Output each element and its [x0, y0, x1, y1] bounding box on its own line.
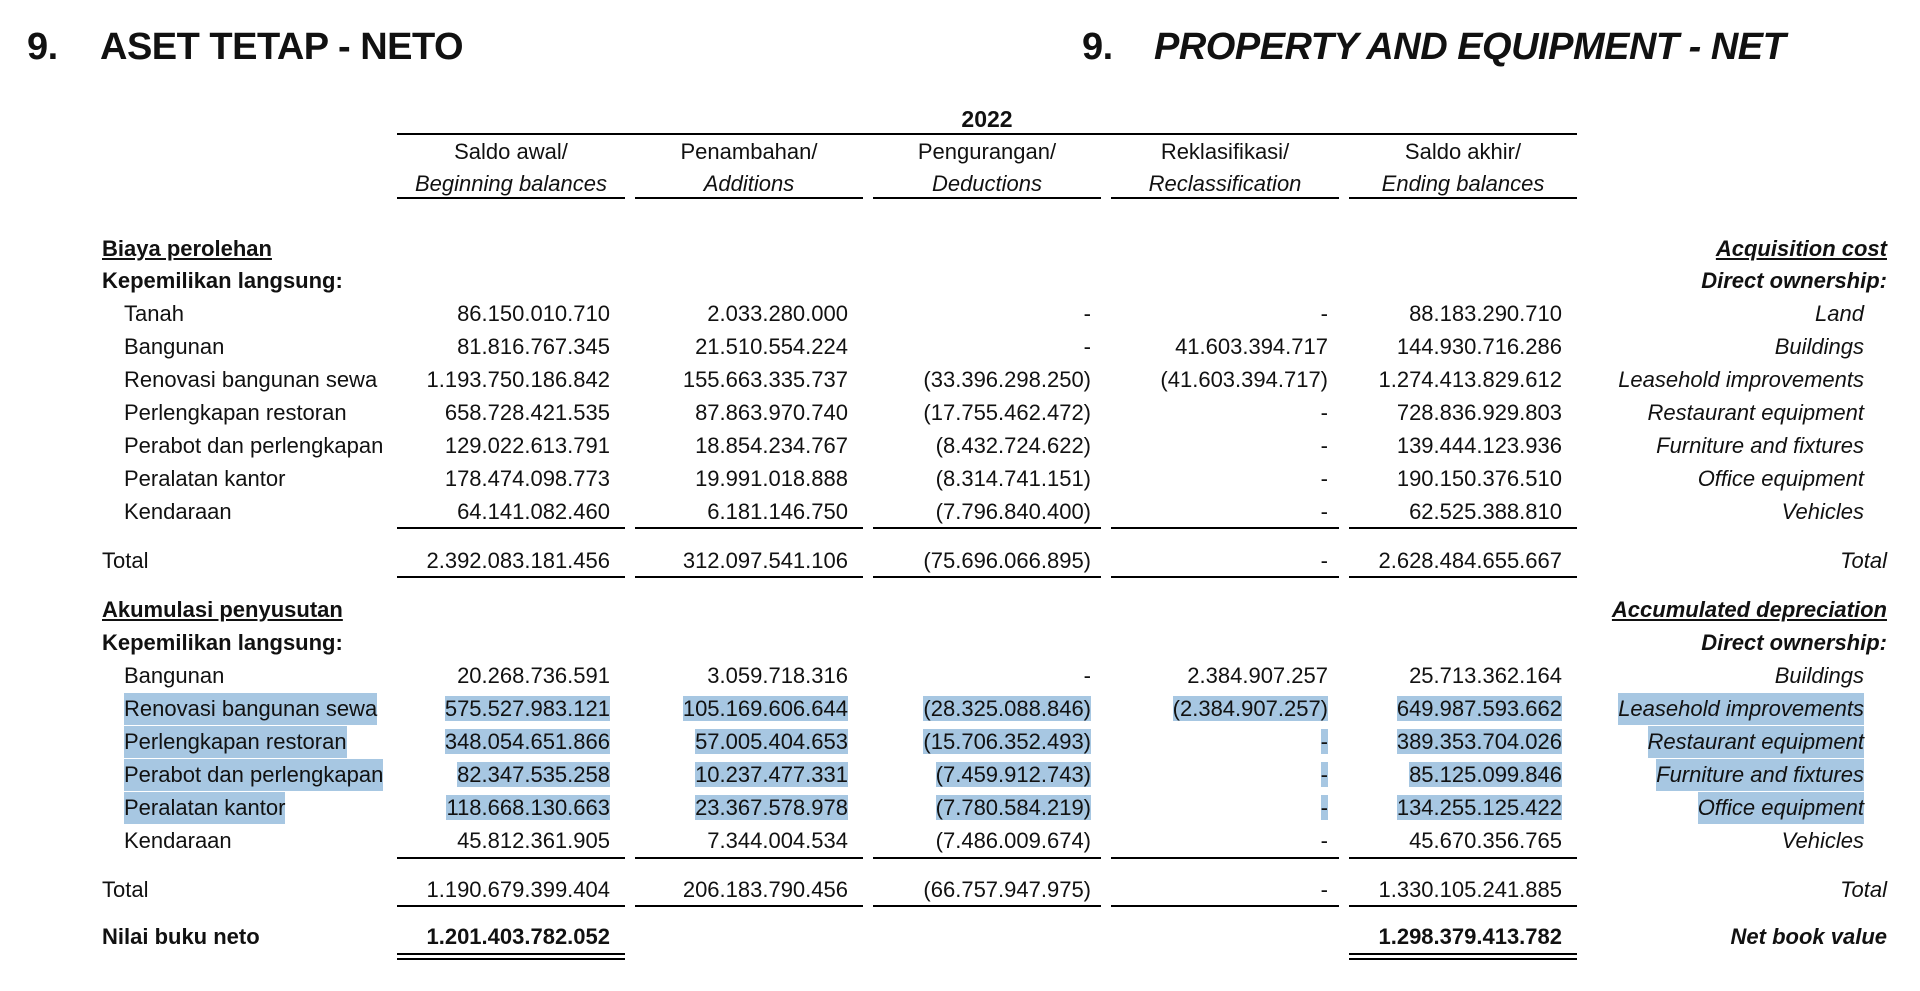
- cell-reclassification: -: [1320, 400, 1328, 425]
- title-text-en: PROPERTY AND EQUIPMENT - NET: [1154, 26, 1786, 68]
- cell-additions: 18.854.234.767: [695, 433, 848, 458]
- cell-deductions: (33.396.298.250): [923, 367, 1091, 392]
- table-row: [0, 331, 1920, 363]
- cell-value: 118.668.130.663: [446, 795, 610, 820]
- cell-ending: 25.713.362.164: [1409, 663, 1562, 688]
- year-rule: [397, 133, 1577, 135]
- cell-beginning: [397, 792, 610, 824]
- subtotal-rule: [397, 527, 625, 529]
- subtotal-rule: [1349, 857, 1577, 859]
- subtotal-rule: [1111, 857, 1339, 859]
- cell-reclassification: -: [1320, 548, 1328, 573]
- row-label-id: Perabot dan perlengkapan: [124, 759, 383, 791]
- subtotal-rule: [1111, 527, 1339, 529]
- cell-beginning: 81.816.767.345: [457, 334, 610, 359]
- table-row: [0, 397, 1920, 429]
- total-row-depreciation: [0, 874, 1920, 906]
- cell-ending: 45.670.356.765: [1409, 828, 1562, 853]
- subtotal-rule: [873, 857, 1101, 859]
- cell-reclassification: [1111, 792, 1328, 824]
- row-label-id: Total: [102, 877, 149, 902]
- row-label-en: Total: [1840, 548, 1887, 573]
- total-rule: [635, 905, 863, 907]
- cell-reclassification: 2.384.907.257: [1187, 663, 1328, 688]
- cell-beginning: [397, 693, 610, 725]
- cell-value: 134.255.125.422: [1396, 795, 1562, 820]
- subtotal-rule: [1349, 527, 1577, 529]
- table-row-selected[interactable]: [0, 759, 1920, 791]
- row-label-en: Furniture and fixtures: [1656, 433, 1864, 458]
- row-label-en: Buildings: [1774, 334, 1864, 359]
- cell-value: (7.780.584.219): [935, 795, 1091, 820]
- cell-deductions: (7.796.840.400): [935, 499, 1091, 524]
- row-label-id: Perlengkapan restoran: [124, 400, 347, 425]
- column-header-id: Saldo akhir/: [1404, 139, 1522, 164]
- cell-value: 82.347.535.258: [457, 762, 610, 787]
- cell-deductions: -: [1083, 663, 1091, 688]
- row-label-en: Office equipment: [1698, 792, 1864, 824]
- cell-reclassification: -: [1320, 828, 1328, 853]
- total-row-acquisition: [0, 545, 1920, 577]
- row-label-id: Nilai buku neto: [102, 924, 260, 949]
- cell-ending: 139.444.123.936: [1396, 433, 1562, 458]
- column-header-id: Pengurangan/: [917, 139, 1057, 164]
- column-header-id: Penambahan/: [680, 139, 818, 164]
- cell-beginning: 2.392.083.181.456: [426, 548, 610, 573]
- note-number: 9.: [27, 26, 58, 68]
- subsection-label-id: Kepemilikan langsung:: [102, 268, 343, 293]
- cell-ending: [1349, 792, 1562, 824]
- double-rule: [1349, 953, 1577, 960]
- subsection-label-id: Kepemilikan langsung:: [102, 630, 343, 655]
- cell-reclassification: [1111, 726, 1328, 758]
- double-rule: [397, 953, 625, 960]
- table-row-selected[interactable]: [0, 792, 1920, 824]
- cell-additions: [635, 792, 848, 824]
- row-label-en: Furniture and fixtures: [1656, 759, 1864, 791]
- column-header-beginning: [397, 136, 625, 200]
- cell-additions: 2.033.280.000: [707, 301, 848, 326]
- cell-reclassification: 41.603.394.717: [1175, 334, 1328, 359]
- row-label-id: Kendaraan: [124, 828, 232, 853]
- cell-reclassification: -: [1320, 499, 1328, 524]
- cell-value: (7.459.912.743): [935, 762, 1091, 787]
- cell-value: 348.054.651.866: [444, 729, 610, 754]
- cell-beginning: 1.201.403.782.052: [426, 924, 610, 949]
- cell-additions: [635, 759, 848, 791]
- cell-deductions: [873, 726, 1091, 758]
- total-rule: [1111, 905, 1339, 907]
- subtotal-rule: [873, 527, 1101, 529]
- cell-reclassification: -: [1320, 466, 1328, 491]
- column-header-rule: [873, 197, 1101, 199]
- cell-deductions: -: [1083, 334, 1091, 359]
- row-label-id: Renovasi bangunan sewa: [124, 367, 378, 392]
- cell-additions: 19.991.018.888: [695, 466, 848, 491]
- cell-beginning: [397, 759, 610, 791]
- cell-value: (15.706.352.493): [923, 729, 1091, 754]
- table-row: [0, 463, 1920, 495]
- cell-beginning: [397, 726, 610, 758]
- row-label-en: Total: [1840, 877, 1887, 902]
- cell-reclassification: [1111, 693, 1328, 725]
- table-row: [0, 298, 1920, 330]
- table-row: [0, 660, 1920, 692]
- cell-ending: [1349, 726, 1562, 758]
- cell-ending: 144.930.716.286: [1396, 334, 1562, 359]
- cell-deductions: -: [1083, 301, 1091, 326]
- cell-ending: 190.150.376.510: [1396, 466, 1562, 491]
- table-row: [0, 496, 1920, 528]
- subtotal-rule: [635, 857, 863, 859]
- section-label-en: Acquisition cost: [1715, 236, 1887, 261]
- total-rule: [1111, 576, 1339, 578]
- total-rule: [397, 576, 625, 578]
- subtotal-rule: [397, 857, 625, 859]
- cell-additions: 87.863.970.740: [695, 400, 848, 425]
- row-label-en: Buildings: [1774, 663, 1864, 688]
- cell-beginning: 64.141.082.460: [457, 499, 610, 524]
- total-rule: [1349, 576, 1577, 578]
- cell-deductions: (17.755.462.472): [923, 400, 1091, 425]
- cell-additions: 312.097.541.106: [682, 548, 848, 573]
- column-header-id: Saldo awal/: [454, 139, 568, 164]
- cell-beginning: 178.474.098.773: [444, 466, 610, 491]
- cell-beginning: 20.268.736.591: [457, 663, 610, 688]
- cell-value: 23.367.578.978: [695, 795, 848, 820]
- cell-additions: 21.510.554.224: [695, 334, 848, 359]
- row-label-id: Peralatan kantor: [124, 466, 286, 491]
- cell-deductions: (8.432.724.622): [935, 433, 1091, 458]
- row-label-id: Kendaraan: [124, 499, 232, 524]
- cell-value: 105.169.606.644: [682, 696, 848, 721]
- column-header-rule: [635, 197, 863, 199]
- row-label-id: Total: [102, 548, 149, 573]
- subtotal-rule: [635, 527, 863, 529]
- cell-reclassification: -: [1320, 301, 1328, 326]
- cell-deductions: [873, 759, 1091, 791]
- column-header-rule: [397, 197, 625, 199]
- cell-additions: [635, 693, 848, 725]
- row-label-en: Land: [1815, 301, 1864, 326]
- cell-beginning: 86.150.010.710: [457, 301, 610, 326]
- cell-reclassification: -: [1320, 877, 1328, 902]
- column-header-en: Ending balances: [1381, 171, 1545, 196]
- cell-value: 575.527.983.121: [444, 696, 610, 721]
- cell-ending: 62.525.388.810: [1409, 499, 1562, 524]
- subsection-heading: [0, 627, 1920, 659]
- page-title-en: [1082, 26, 1785, 69]
- column-header-additions: [635, 136, 863, 200]
- column-header-en: Deductions: [931, 171, 1043, 196]
- column-header-reclassification: [1111, 136, 1339, 200]
- cell-deductions: (8.314.741.151): [935, 466, 1091, 491]
- total-rule: [873, 905, 1101, 907]
- cell-additions: [635, 726, 848, 758]
- row-label-id: Bangunan: [124, 334, 225, 359]
- cell-value: -: [1320, 795, 1328, 820]
- cell-beginning: 1.193.750.186.842: [426, 367, 610, 392]
- subsection-heading: [0, 265, 1920, 297]
- page-title-id: [27, 26, 463, 69]
- cell-additions: 206.183.790.456: [682, 877, 848, 902]
- cell-deductions: [873, 792, 1091, 824]
- column-header-id: Reklasifikasi/: [1160, 139, 1290, 164]
- cell-beginning: 1.190.679.399.404: [426, 877, 610, 902]
- cell-value: -: [1320, 729, 1328, 754]
- total-rule: [873, 576, 1101, 578]
- cell-additions: 6.181.146.750: [707, 499, 848, 524]
- column-header-deductions: [873, 136, 1101, 200]
- cell-ending: 88.183.290.710: [1409, 301, 1562, 326]
- cell-value: 85.125.099.846: [1409, 762, 1562, 787]
- cell-ending: 1.298.379.413.782: [1378, 924, 1562, 949]
- cell-value: 649.987.593.662: [1396, 696, 1562, 721]
- cell-deductions: (7.486.009.674): [935, 828, 1091, 853]
- column-header-en: Beginning balances: [414, 171, 608, 196]
- table-row: [0, 430, 1920, 462]
- section-label-id: Akumulasi penyusutan: [102, 597, 343, 622]
- row-label-id: Perabot dan perlengkapan: [124, 433, 384, 458]
- row-label-id: Bangunan: [124, 663, 225, 688]
- cell-ending: [1349, 693, 1562, 725]
- row-label-id: Tanah: [124, 301, 184, 326]
- section-heading-depreciation: [0, 594, 1920, 626]
- section-label-en: Accumulated depreciation: [1611, 597, 1887, 622]
- cell-beginning: 658.728.421.535: [444, 400, 610, 425]
- row-label-id: Peralatan kantor: [124, 792, 285, 824]
- cell-reclassification: -: [1320, 433, 1328, 458]
- cell-deductions: (75.696.066.895): [923, 548, 1091, 573]
- subsection-label-en: Direct ownership:: [1701, 630, 1887, 655]
- cell-value: -: [1320, 762, 1328, 787]
- year-header: 2022: [961, 106, 1013, 132]
- cell-reclassification: [1111, 759, 1328, 791]
- row-label-en: Leasehold improvements: [1618, 693, 1864, 725]
- cell-reclassification: (41.603.394.717): [1160, 367, 1328, 392]
- total-rule: [635, 576, 863, 578]
- cell-ending: [1349, 759, 1562, 791]
- column-header-en: Reclassification: [1148, 171, 1302, 196]
- cell-value: 10.237.477.331: [695, 762, 848, 787]
- cell-beginning: 129.022.613.791: [444, 433, 610, 458]
- total-rule: [397, 905, 625, 907]
- cell-deductions: (66.757.947.975): [923, 877, 1091, 902]
- row-label-en: Restaurant equipment: [1648, 726, 1864, 758]
- table-row: [0, 364, 1920, 396]
- cell-ending: 2.628.484.655.667: [1378, 548, 1562, 573]
- cell-value: (2.384.907.257): [1172, 696, 1328, 721]
- cell-additions: 3.059.718.316: [707, 663, 848, 688]
- cell-ending: 1.330.105.241.885: [1378, 877, 1562, 902]
- cell-beginning: 45.812.361.905: [457, 828, 610, 853]
- cell-additions: 7.344.004.534: [707, 828, 848, 853]
- row-label-en: Vehicles: [1781, 828, 1864, 853]
- table-row-selected[interactable]: [0, 726, 1920, 758]
- cell-deductions: [873, 693, 1091, 725]
- cell-value: 389.353.704.026: [1396, 729, 1562, 754]
- row-label-id: Perlengkapan restoran: [124, 726, 347, 758]
- title-text-id: ASET TETAP - NETO: [100, 26, 464, 68]
- total-rule: [1349, 905, 1577, 907]
- row-label-en: Restaurant equipment: [1647, 400, 1864, 425]
- cell-additions: 155.663.335.737: [682, 367, 848, 392]
- table-row-selected[interactable]: [0, 693, 1920, 725]
- note-number-en: 9.: [1082, 26, 1113, 68]
- column-header-rule: [1111, 197, 1339, 199]
- row-label-en: Leasehold improvements: [1618, 367, 1864, 392]
- cell-value: 57.005.404.653: [695, 729, 848, 754]
- row-label-id: Renovasi bangunan sewa: [124, 693, 377, 725]
- row-label-en: Net book value: [1730, 924, 1887, 949]
- row-label-en: Office equipment: [1697, 466, 1864, 491]
- section-label-id: Biaya perolehan: [102, 236, 272, 261]
- column-header-en: Additions: [703, 171, 795, 196]
- row-label-en: Vehicles: [1781, 499, 1864, 524]
- column-header-rule: [1349, 197, 1577, 199]
- cell-ending: 1.274.413.829.612: [1378, 367, 1562, 392]
- net-book-value-row: [0, 921, 1920, 953]
- cell-ending: 728.836.929.803: [1396, 400, 1562, 425]
- section-heading-acquisition: [0, 233, 1920, 265]
- subsection-label-en: Direct ownership:: [1701, 268, 1887, 293]
- cell-value: (28.325.088.846): [923, 696, 1091, 721]
- column-header-ending: [1349, 136, 1577, 200]
- table-row: [0, 825, 1920, 857]
